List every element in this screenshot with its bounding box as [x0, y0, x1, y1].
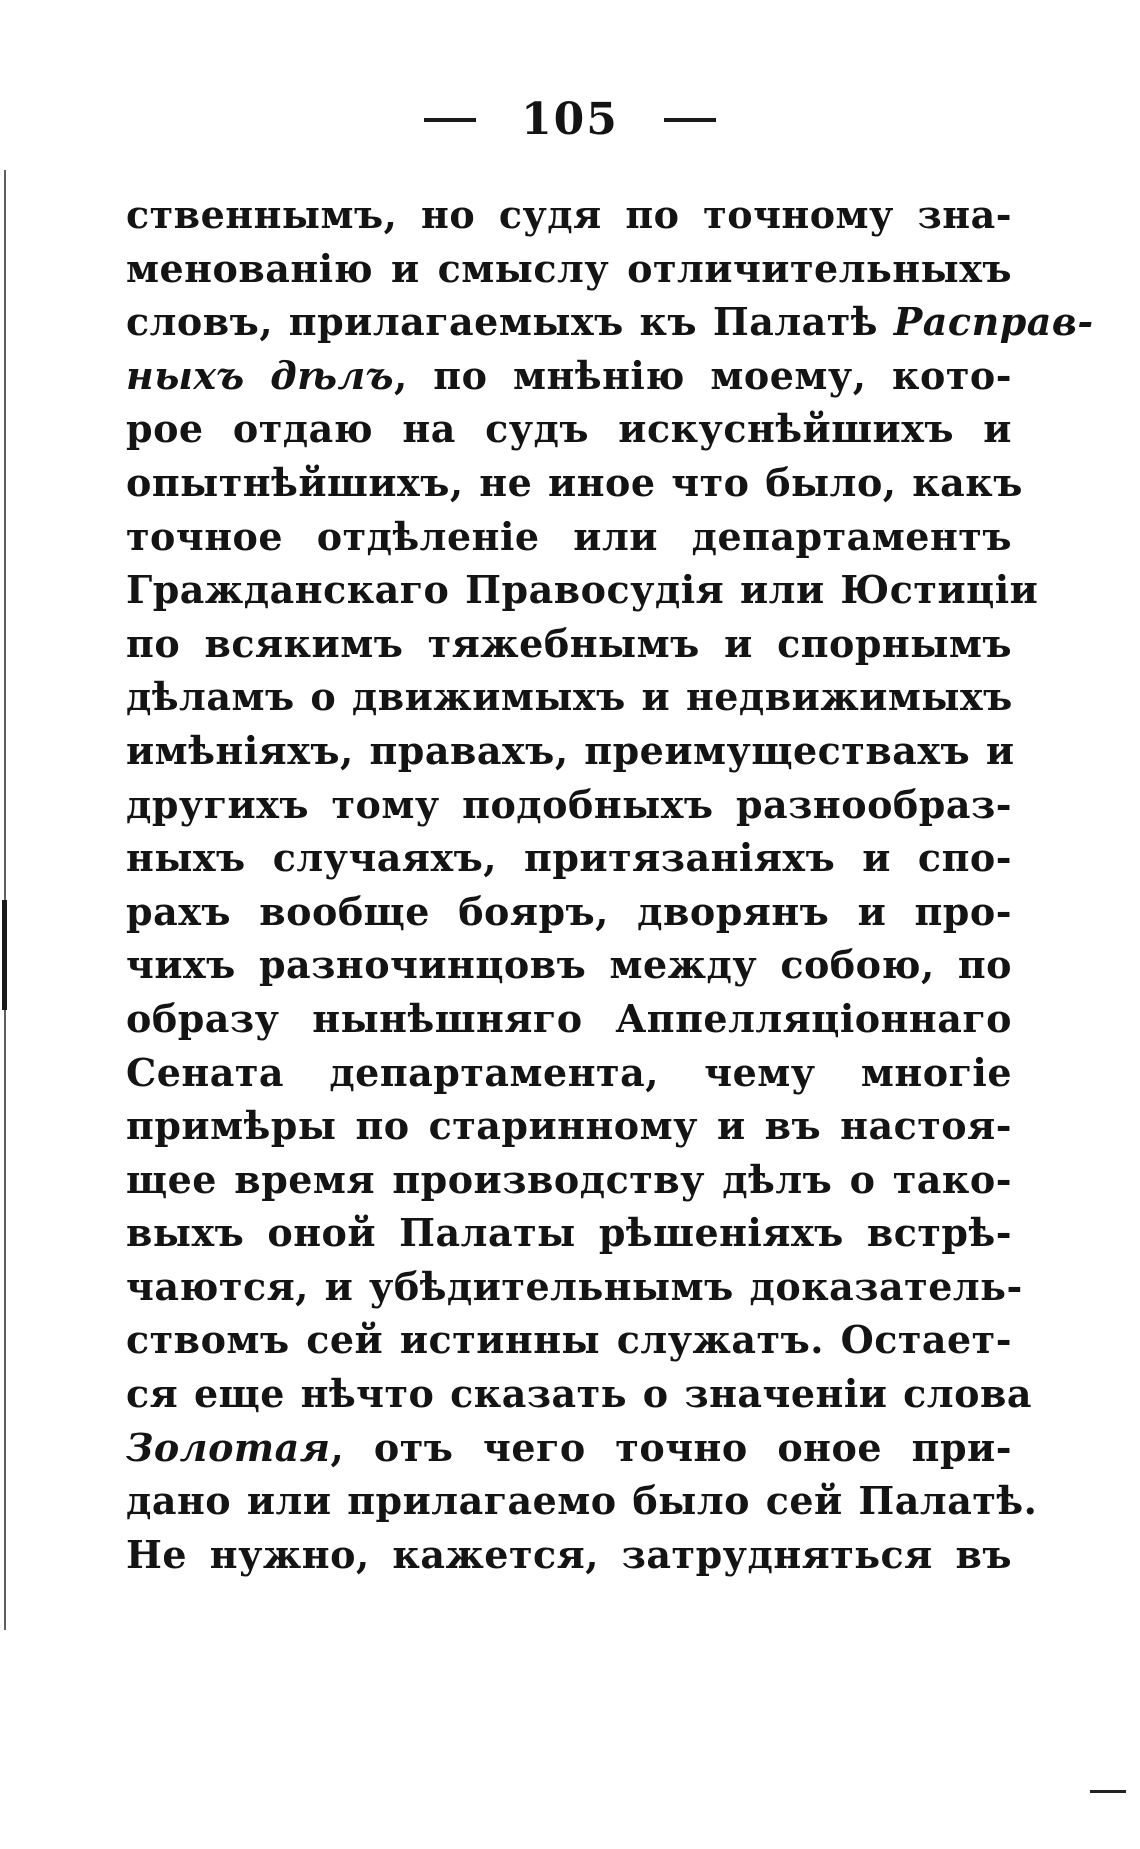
text-line: опытнѣйшихъ, не иное что было, какъ [126, 459, 1023, 505]
text-line: образу нынѣшняго Аппелляціоннаго [126, 995, 1012, 1041]
text-line: Не нужно, кажется, затрудняться въ [126, 1531, 1012, 1577]
text-line: другихъ тому подобныхъ разнообраз- [126, 781, 1012, 827]
header-dash-right [664, 118, 716, 122]
text-line: дано или прилагаемо было сей Палатѣ. [126, 1478, 1038, 1524]
text-line: по всякимъ тяжебнымъ и спорнымъ [126, 620, 1012, 666]
text-line: рахъ вообще бояръ, дворянъ и про- [126, 888, 1012, 934]
text-line: примѣры по старинному и въ настоя- [126, 1103, 1012, 1149]
scan-edge-mark [2, 900, 7, 1010]
text-line: ственнымъ, но судя по точному зна- [126, 192, 1012, 237]
text-line: ныхъ случаяхъ, притязаніяхъ и спо- [126, 835, 1012, 881]
text-line: ся еще нѣчто сказать о значеніи слова [126, 1371, 1032, 1417]
text-line: точное отдѣленіе или департаментъ [126, 513, 1012, 559]
text-line: чихъ разночинцовъ между собою, по [126, 942, 1012, 988]
text-line: дѣламъ о движимыхъ и недвижимыхъ [126, 674, 1013, 720]
text-line: чаются, и убѣдительнымъ доказатель- [126, 1263, 1023, 1309]
text-line: словъ, прилагаемыхъ къ Палатѣ Расправ- [126, 299, 1094, 345]
page-header [0, 94, 1140, 154]
text-line: рое отдаю на судъ искуснѣйшихъ и [126, 406, 1012, 452]
page-number: 105 [521, 94, 619, 145]
body-text [126, 188, 1094, 1581]
text-line: ствомъ сей истинны служатъ. Остает- [126, 1317, 1012, 1363]
text-line: имѣніяхъ, правахъ, преимуществахъ и [126, 727, 1015, 773]
text-line: выхъ оной Палаты рѣшеніяхъ встрѣ- [126, 1210, 1012, 1256]
text-line: Сената департамента, чему многіе [126, 1049, 1012, 1095]
header-dash-left [424, 118, 476, 122]
text-line: ныхъ дѣлъ, по мнѣнію моему, кото- [126, 352, 1013, 398]
scan-mark-bottom-right [1090, 1790, 1126, 1793]
text-line: щее время производству дѣлъ о тако- [126, 1156, 1012, 1202]
text-line: Золотая, отъ чего точно оное при- [126, 1424, 1012, 1470]
text-line: менованію и смыслу отличительныхъ [126, 245, 1012, 291]
text-line: Гражданскаго Правосудія или Юстиціи [126, 567, 1039, 613]
